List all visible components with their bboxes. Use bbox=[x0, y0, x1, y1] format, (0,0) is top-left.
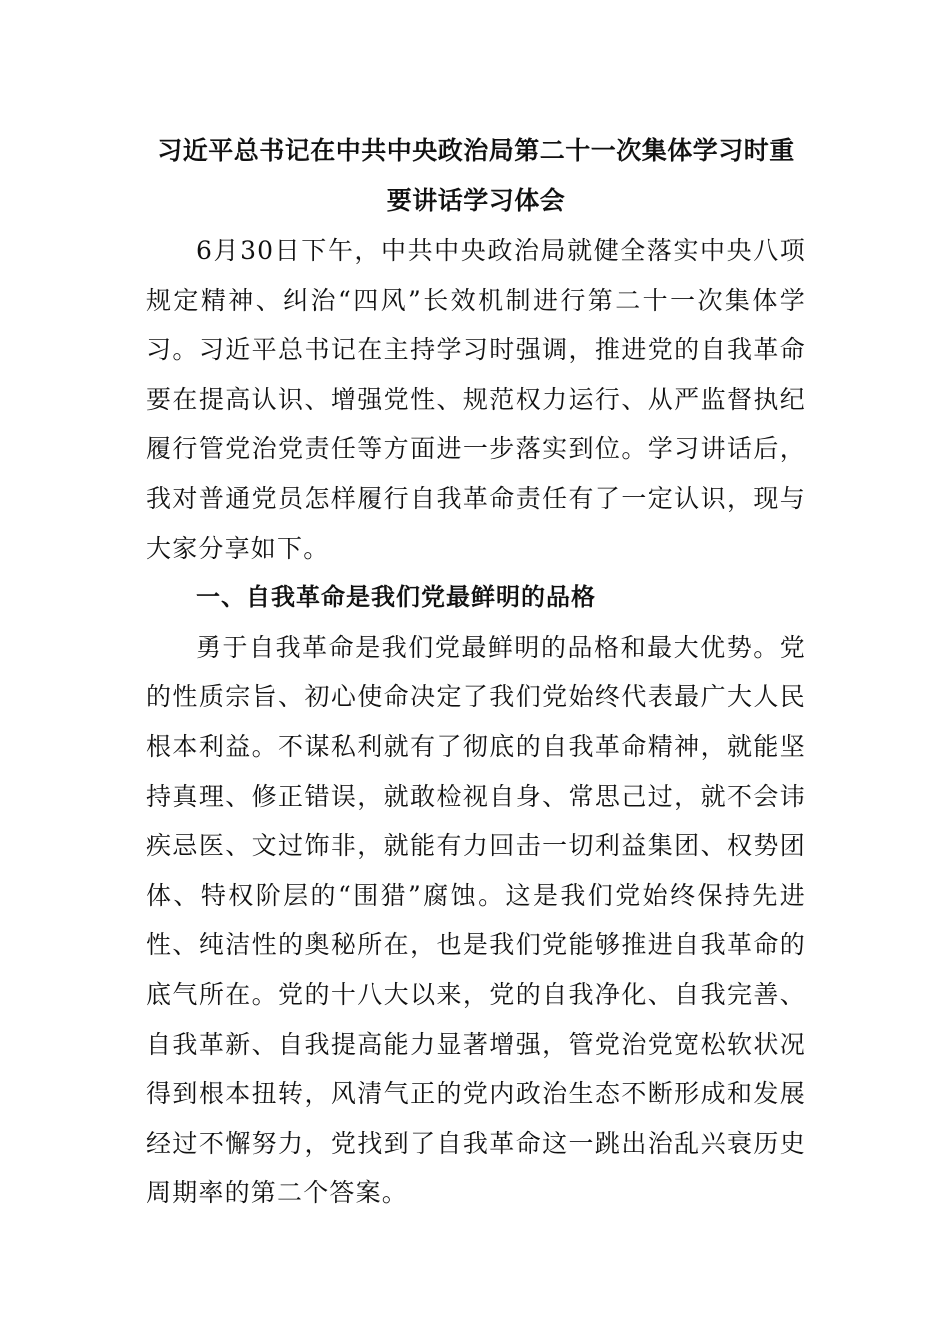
title-line-1: 习近平总书记在中共中央政治局第二十一次集体学习时重 bbox=[157, 136, 795, 165]
document-body bbox=[146, 126, 806, 1218]
title-line-2: 要讲话学习体会 bbox=[386, 186, 566, 215]
intro-paragraph: 6月30日下午，中共中央政治局就健全落实中央八项规定精神、纠治“四风”长效机制进行第二十一次集体学习。习近平总书记在主持学习时强调，推进党的自我革命要在提高认识、增强党性、规范权力运行、从严监督执纪履行管党治党责任等方面进一步落实到位。学习讲话后，我对普通党员怎样履行自我革命责任有了一定认识，现与大家分享如下。 bbox=[146, 236, 806, 563]
document-title bbox=[146, 126, 806, 226]
section-1-paragraph: 勇于自我革命是我们党最鲜明的品格和最大优势。党的性质宗旨、初心使命决定了我们党始终代表最广大人民根本利益。不谋私利就有了彻底的自我革命精神，就能坚持真理、修正错误，就敢检视自身、常思己过，就不会讳疾忌医、文过饰非，就能有力回击一切利益集团、权势团体、特权阶层的“围猎”腐蚀。这是我们党始终保持先进性、纯洁性的奥秘所在，也是我们党能够推进自我革命的底气所在。党的十八大以来，党的自我净化、自我完善、自我革新、自我提高能力显著增强，管党治党宽松软状况得到根本扭转，风清气正的党内政治生态不断形成和发展经过不懈努力，党找到了自我革命这一跳出治乱兴衰历史周期率的第二个答案。 bbox=[146, 632, 806, 1208]
section-heading-1: 一、自我革命是我们党最鲜明的品格 bbox=[196, 583, 596, 612]
